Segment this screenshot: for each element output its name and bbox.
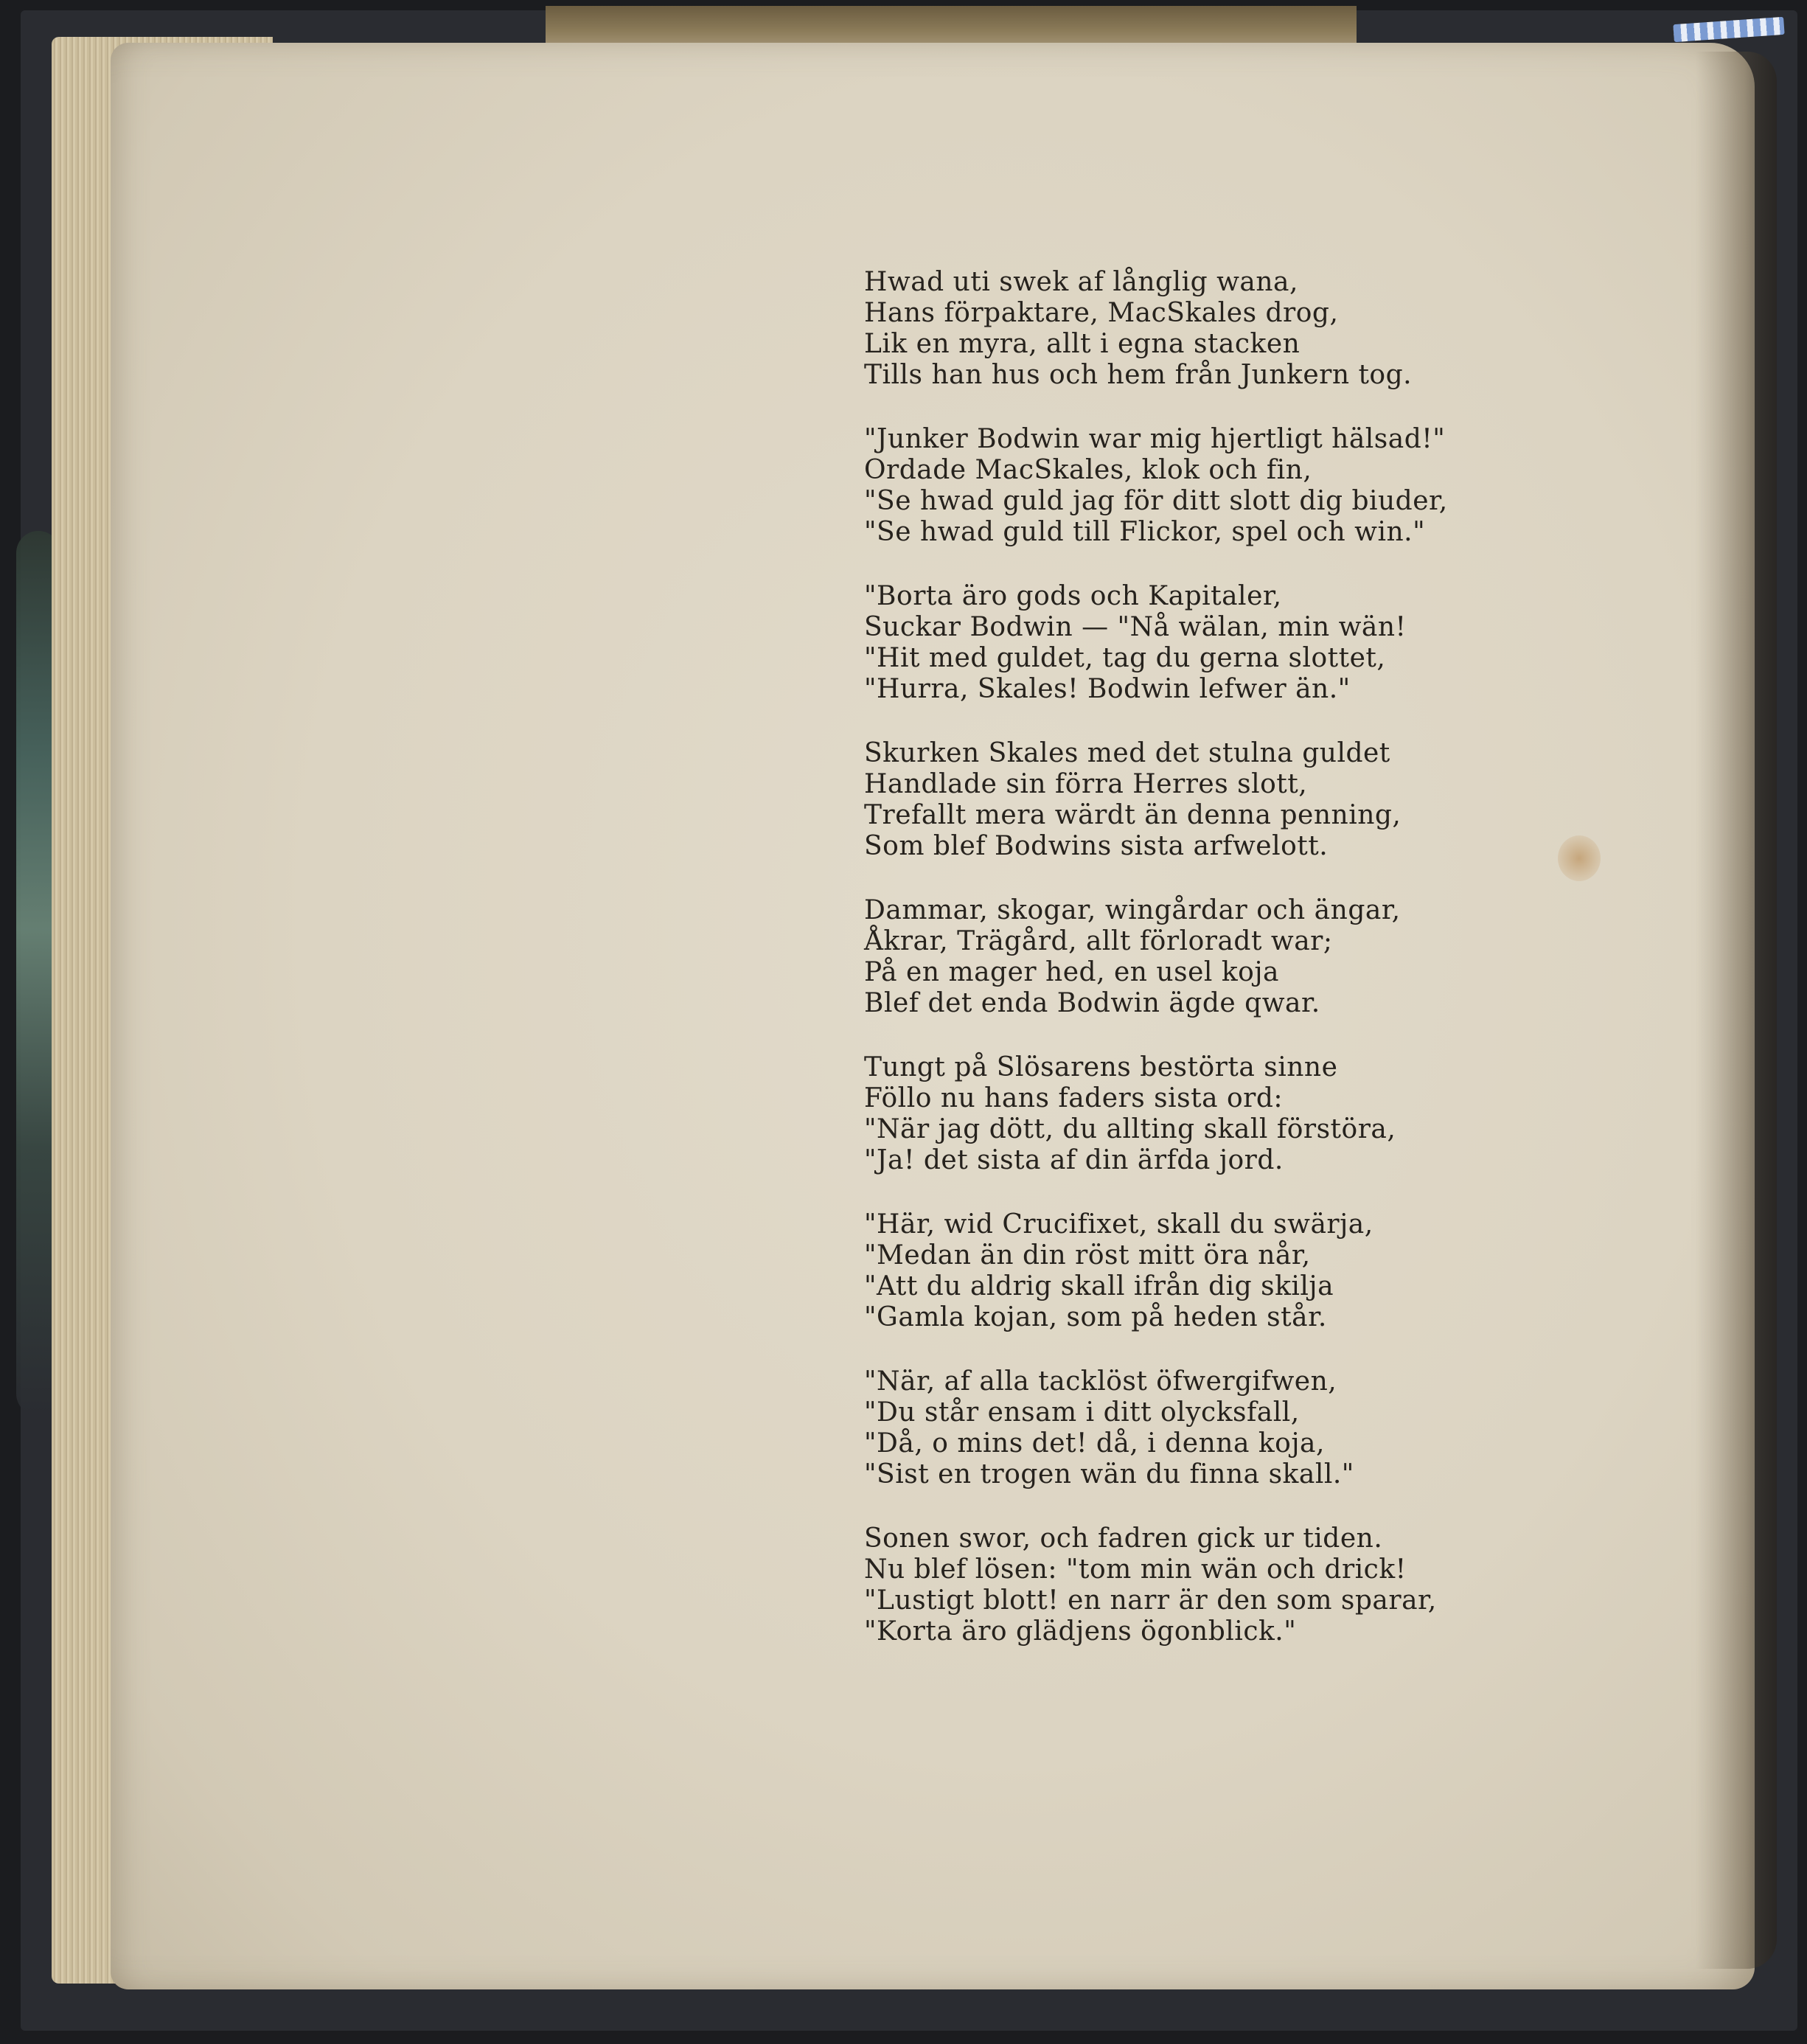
poem-text: [864, 267, 1513, 1680]
verse-line: "Ja! det sista af din ärfda jord.: [864, 1145, 1284, 1175]
verse-line: "Medan än din röst mitt öra når,: [864, 1240, 1311, 1270]
stanza-5: [864, 895, 1513, 1019]
page-gutter-shadow: [1696, 52, 1777, 1969]
verse-line: "Junker Bodwin war mig hjertligt hälsad!": [864, 424, 1446, 454]
stanza-3: [864, 581, 1513, 705]
stanza-6: [864, 1052, 1513, 1176]
stanza-1: [864, 267, 1513, 391]
verse-line: Hwad uti swek af långlig wana,: [864, 267, 1298, 297]
verse-line: Som blef Bodwins sista arfwelott.: [864, 831, 1329, 861]
verse-line: "När jag dött, du allting skall förstöra,: [864, 1114, 1396, 1144]
verse-line: "Här, wid Crucifixet, skall du swärja,: [864, 1209, 1373, 1240]
stanza-9: [864, 1523, 1513, 1647]
verse-line: "Borta äro gods och Kapitaler,: [864, 581, 1282, 611]
stanza-7: [864, 1209, 1513, 1333]
verse-line: Blef det enda Bodwin ägde qwar.: [864, 988, 1320, 1018]
verse-line: "Hit med guldet, tag du gerna slottet,: [864, 643, 1386, 673]
verse-line: Nu blef lösen: "tom min wän och drick!: [864, 1554, 1407, 1585]
verse-line: "Då, o mins det! då, i denna koja,: [864, 1428, 1325, 1459]
verse-line: Ordade MacSkales, klok och fin,: [864, 455, 1312, 485]
stanza-4: [864, 738, 1513, 862]
verse-line: Sonen swor, och fadren gick ur tiden.: [864, 1523, 1383, 1554]
verse-line: "När, af alla tacklöst öfwergifwen,: [864, 1366, 1337, 1397]
verse-line: Suckar Bodwin — "Nå wälan, min wän!: [864, 612, 1407, 642]
verse-line: "Sist en trogen wän du finna skall.": [864, 1459, 1354, 1489]
verse-line: "Se hwad guld jag för ditt slott dig biuder,: [864, 486, 1448, 516]
verse-line: Dammar, skogar, wingårdar och ängar,: [864, 895, 1401, 925]
foxing-spot: [1558, 835, 1601, 881]
verse-line: "Korta äro glädjens ögonblick.": [864, 1616, 1297, 1647]
verse-line: Lik en myra, allt i egna stacken: [864, 329, 1301, 359]
verse-line: Trefallt mera wärdt än denna penning,: [864, 800, 1402, 830]
verse-line: "Du står ensam i ditt olycksfall,: [864, 1397, 1300, 1428]
stanza-8: [864, 1366, 1513, 1490]
stanza-2: [864, 424, 1513, 548]
verse-line: Tungt på Slösarens bestörta sinne: [864, 1052, 1338, 1082]
verse-line: Tills han hus och hem från Junkern tog.: [864, 360, 1413, 390]
verse-line: "Att du aldrig skall ifrån dig skilja: [864, 1271, 1334, 1301]
verse-line: På en mager hed, en usel koja: [864, 957, 1279, 987]
verse-line: Föllo nu hans faders sista ord:: [864, 1083, 1284, 1113]
verse-line: Handlade sin förra Herres slott,: [864, 769, 1308, 799]
verse-line: Skurken Skales med det stulna guldet: [864, 738, 1390, 768]
verse-line: "Lustigt blott! en narr är den som sparar,: [864, 1585, 1437, 1616]
verse-line: "Hurra, Skales! Bodwin lefwer än.": [864, 674, 1351, 704]
verse-line: Åkrar, Trägård, allt förloradt war;: [864, 926, 1333, 956]
verse-line: Hans förpaktare, MacSkales drog,: [864, 298, 1339, 328]
verse-line: "Se hwad guld till Flickor, spel och win.": [864, 517, 1426, 547]
verse-line: "Gamla kojan, som på heden står.: [864, 1302, 1327, 1332]
